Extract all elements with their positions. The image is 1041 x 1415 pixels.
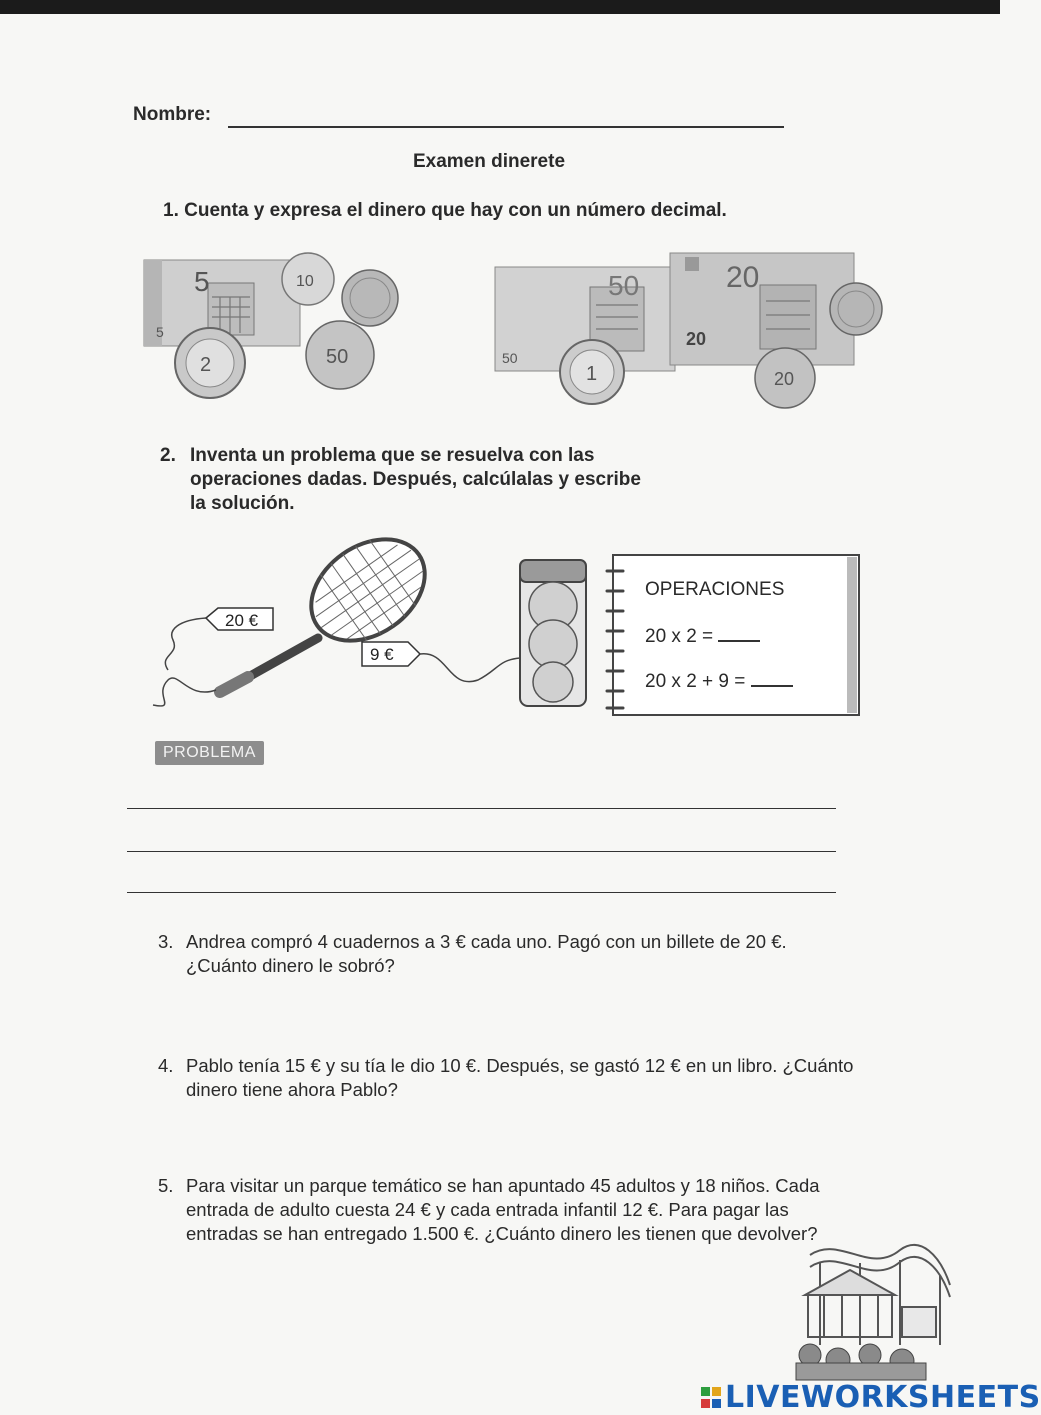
operation-1-answer[interactable] (718, 624, 760, 642)
note-20-value-top: 20 (726, 261, 760, 294)
question-2-number: 2. (160, 445, 176, 466)
liveworksheets-watermark: LIVEWORKSHEETS (725, 1380, 1041, 1415)
name-input-line[interactable] (228, 126, 784, 128)
coin-2-euro (175, 328, 245, 398)
question-2 (160, 444, 720, 516)
scan-top-border (0, 0, 1000, 14)
tennis-racket (220, 518, 444, 692)
coin-50-label: 50 (326, 346, 349, 368)
question-2-line2: operaciones dadas. Después, calcúlalas y escribe (190, 469, 641, 490)
note-5-value-bottom: 5 (156, 324, 164, 340)
note-50-value-top: 50 (608, 270, 640, 301)
theme-park-illustration (790, 1215, 960, 1380)
banknote-20-euro (670, 253, 854, 365)
problem-answer-line-2[interactable] (127, 851, 836, 852)
tennis-ball-3 (533, 662, 573, 702)
coin-plain-right (830, 283, 882, 335)
note-5-value-top: 5 (194, 266, 210, 297)
tag-string-left (153, 678, 216, 706)
operations-title: OPERACIONES (645, 579, 785, 600)
question-4-text: Pablo tenía 15 € y su tía le dio 10 €. Después, se gastó 12 € en un libro. ¿Cuánto dinero tiene ahora Pablo? (186, 1055, 854, 1100)
coin-2-label: 2 (200, 354, 212, 376)
coin-plain-left (342, 270, 398, 326)
question-3 (158, 930, 858, 978)
coin-1-euro-left (560, 340, 624, 404)
question-4 (158, 1054, 858, 1102)
coin-1-label-a: 1 (586, 363, 598, 385)
operation-2-expression: 20 x 2 + 9 = (645, 671, 746, 692)
note-20-value-bottom: 20 (686, 329, 707, 349)
price-racket: 20 € (225, 611, 259, 630)
question-2-line3: la solución. (190, 493, 295, 514)
operation-1-expression: 20 x 2 = (645, 626, 714, 647)
question-4-number: 4. (158, 1055, 174, 1076)
liveworksheets-logo-icon (700, 1386, 722, 1410)
tennis-ball-tube (520, 560, 586, 706)
question-5 (158, 1174, 848, 1246)
operation-2-answer[interactable] (751, 669, 793, 687)
question-1: 1. Cuenta y expresa el dinero que hay con un número decimal. (163, 200, 727, 221)
coin-10-label: 10 (296, 273, 314, 290)
tennis-ball-2 (529, 620, 577, 668)
question-3-text: Andrea compró 4 cuadernos a 3 € cada uno. Pagó con un billete de 20 €. ¿Cuánto dinero le sobró? (186, 931, 787, 976)
page-title: Examen dinerete (412, 151, 566, 172)
question-2-line1: Inventa un problema que se resuelva con las (190, 445, 595, 466)
coin-20-cent (755, 348, 815, 408)
question-5-number: 5. (158, 1175, 174, 1196)
price-tag-racket (206, 608, 273, 630)
question-5-text: Para visitar un parque temático se han apuntado 45 adultos y 18 niños. Cada entrada de adulto cuesta 24 € y cada entrada infantil 12 €. Para pagar las entradas se han entregado 1.500 €. ¿Cuánto dinero les tienen que devolver? (186, 1175, 820, 1244)
operation-1 (645, 624, 760, 648)
coin-10-cent (282, 253, 334, 305)
tag-string-left-2 (165, 618, 206, 670)
price-tag-balls (362, 642, 420, 666)
crowd (796, 1344, 926, 1380)
problem-answer-line-1[interactable] (127, 808, 836, 809)
coin-50-cent (306, 321, 374, 389)
coin-20-label: 20 (774, 369, 795, 389)
problem-answer-line-3[interactable] (127, 892, 836, 893)
operation-2 (645, 669, 793, 693)
name-label: Nombre: (133, 104, 212, 125)
problem-illustration (148, 530, 608, 730)
money-illustration (130, 245, 890, 415)
question-3-number: 3. (158, 931, 174, 952)
price-balls: 9 € (370, 645, 394, 664)
tag-string-right (420, 654, 520, 682)
problem-label: PROBLEMA (155, 741, 264, 765)
note-50-value-bottom: 50 (502, 350, 518, 366)
